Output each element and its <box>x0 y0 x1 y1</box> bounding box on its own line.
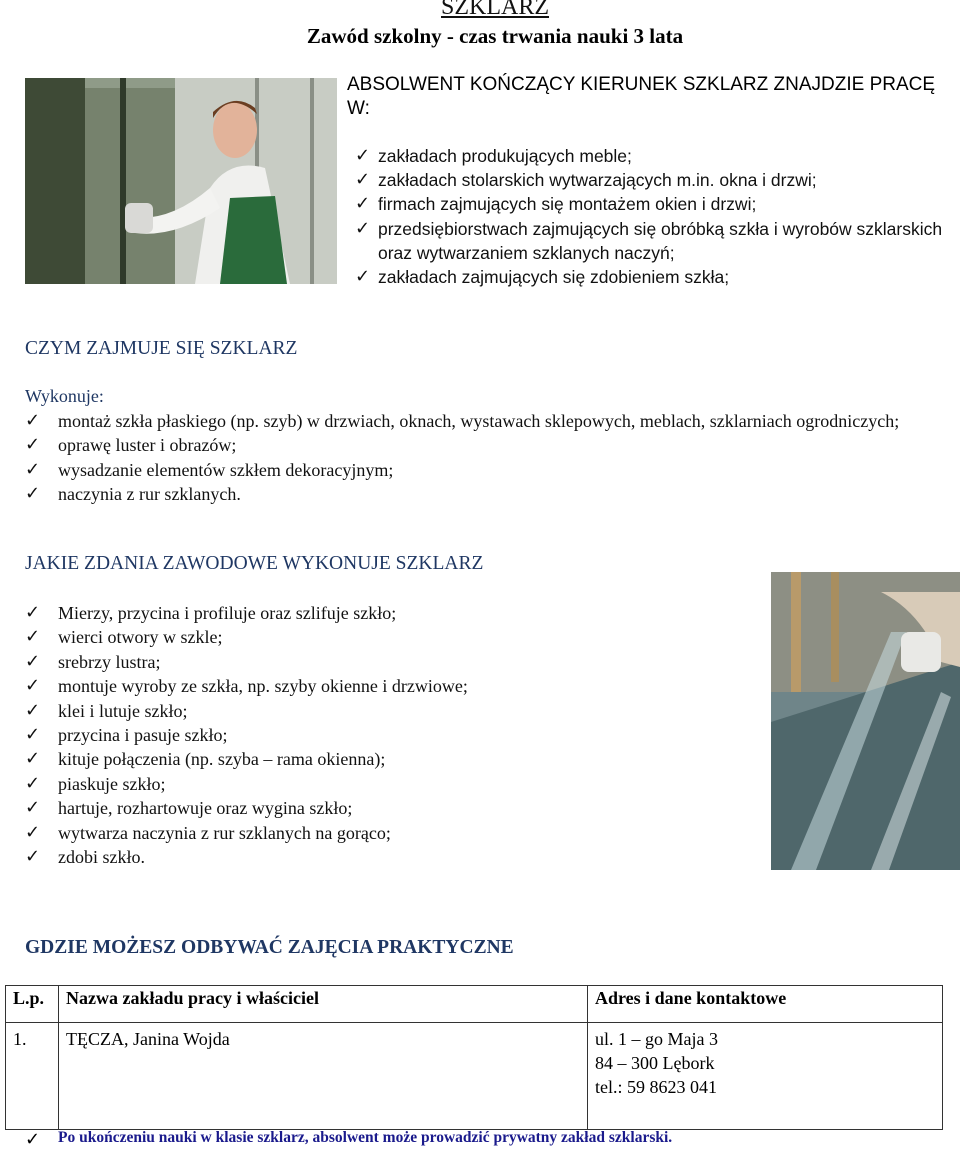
checkmark-icon: ✓ <box>25 434 41 456</box>
zadania-heading: JAKIE ZDANIA ZAWODOWE WYKONUJE SZKLARZ <box>25 553 484 574</box>
list-item: ✓ oprawę luster i obrazów; <box>25 433 945 457</box>
list-item: ✓ piaskuje szkło; <box>25 772 745 796</box>
checkmark-icon: ✓ <box>25 699 41 721</box>
page-title: SZKLARZ <box>441 0 549 20</box>
page-subtitle: Zawód szkolny - czas trwania nauki 3 lata <box>306 24 684 48</box>
checkmark-icon: ✓ <box>25 748 41 770</box>
list-item: ✓ klei i lutuje szkło; <box>25 699 745 723</box>
checkmark-icon: ✓ <box>25 602 41 623</box>
checkmark-icon: ✓ <box>355 217 371 239</box>
checkmark-icon: ✓ <box>25 821 41 843</box>
cell-lp: 1. <box>6 1023 59 1130</box>
address-street: ul. 1 – go Maja 3 <box>595 1029 718 1049</box>
glazier-illustration <box>25 78 337 284</box>
checkmark-icon: ✓ <box>355 145 371 166</box>
list-item: ✓ kituje połączenia (np. szyba – rama okienna); <box>25 747 745 771</box>
checkmark-icon: ✓ <box>25 458 41 480</box>
list-item: ✓ wysadzanie elementów szkłem dekoracyjnym; <box>25 458 945 482</box>
list-item: ✓ firmach zajmujących się montażem okien i drzwi; <box>355 192 955 216</box>
checkmark-icon: ✓ <box>355 193 371 215</box>
list-item: ✓ naczynia z rur szklanych. <box>25 482 945 506</box>
czym-heading: CZYM ZAJMUJE SIĘ SZKLARZ <box>25 338 298 359</box>
checkmark-icon: ✓ <box>25 650 41 672</box>
glass-cutting-illustration <box>771 572 960 870</box>
praktyki-table <box>5 985 943 1130</box>
list-item: ✓ przycina i pasuje szkło; <box>25 723 745 747</box>
list-item: ✓ zdobi szkło. <box>25 845 745 869</box>
address-city: 84 – 300 Lębork <box>595 1053 715 1073</box>
column-header-lp: L.p. <box>6 986 59 1023</box>
footer-text: Po ukończeniu nauki w klasie szklarz, absolwent może prowadzić prywatny zakład szklarski. <box>58 1129 673 1146</box>
list-item: ✓ zakładach produkujących meble; <box>355 144 955 168</box>
checkmark-icon: ✓ <box>25 1129 41 1150</box>
wykonuje-list <box>25 409 945 506</box>
absolwent-list <box>355 144 955 289</box>
list-item: ✓ wytwarza naczynia z rur szklanych na gorąco; <box>25 821 745 845</box>
checkmark-icon: ✓ <box>25 772 41 794</box>
list-item: ✓ montuje wyroby ze szkła, np. szyby okienne i drzwiowe; <box>25 674 745 698</box>
list-item: ✓ wierci otwory w szkle; <box>25 625 745 649</box>
cell-name: TĘCZA, Janina Wojda <box>59 1023 588 1130</box>
list-item: ✓ Mierzy, przycina i profiluje oraz szlifuje szkło; <box>25 601 745 625</box>
list-item: ✓ przedsiębiorstwach zajmujących się obróbką szkła i wyrobów szklarskich oraz wytwarzaniem szklanych naczyń; <box>355 217 943 263</box>
praktyki-heading: GDZIE MOŻESZ ODBYWAĆ ZAJĘCIA PRAKTYCZNE <box>25 937 514 958</box>
zadania-list <box>25 601 745 869</box>
checkmark-icon: ✓ <box>25 724 41 746</box>
list-item: ✓ zakładach stolarskich wytwarzających m.in. okna i drzwi; <box>355 168 955 192</box>
glazier-photo <box>25 78 337 284</box>
checkmark-icon: ✓ <box>355 169 371 191</box>
checkmark-icon: ✓ <box>25 797 41 819</box>
checkmark-icon: ✓ <box>25 626 41 648</box>
list-item: ✓ montaż szkła płaskiego (np. szyb) w drzwiach, oknach, wystawach sklepowych, meblach, szklarniach ogrodniczych; <box>25 409 945 433</box>
checkmark-icon: ✓ <box>25 410 41 431</box>
checkmark-icon: ✓ <box>355 266 371 288</box>
cell-address <box>588 1023 943 1130</box>
list-item: ✓ hartuje, rozhartowuje oraz wygina szkło; <box>25 796 745 820</box>
checkmark-icon: ✓ <box>25 846 41 868</box>
address-phone: tel.: 59 8623 041 <box>595 1077 717 1097</box>
glass-cutting-photo <box>771 572 960 870</box>
table-row <box>6 1023 943 1130</box>
column-header-address: Adres i dane kontaktowe <box>588 986 943 1023</box>
checkmark-icon: ✓ <box>25 675 41 697</box>
footer-note <box>25 1129 945 1150</box>
list-item: ✓ zakładach zajmujących się zdobieniem szkła; <box>355 265 955 289</box>
list-item: ✓ srebrzy lustra; <box>25 650 745 674</box>
table-header-row <box>6 986 943 1023</box>
column-header-name: Nazwa zakładu pracy i właściciel <box>59 986 588 1023</box>
wykonuje-subheading: Wykonuje: <box>25 386 104 406</box>
checkmark-icon: ✓ <box>25 482 41 504</box>
absolwent-heading: ABSOLWENT KOŃCZĄCY KIERUNEK SZKLARZ ZNAJDZIE PRACĘ W: <box>347 74 936 119</box>
